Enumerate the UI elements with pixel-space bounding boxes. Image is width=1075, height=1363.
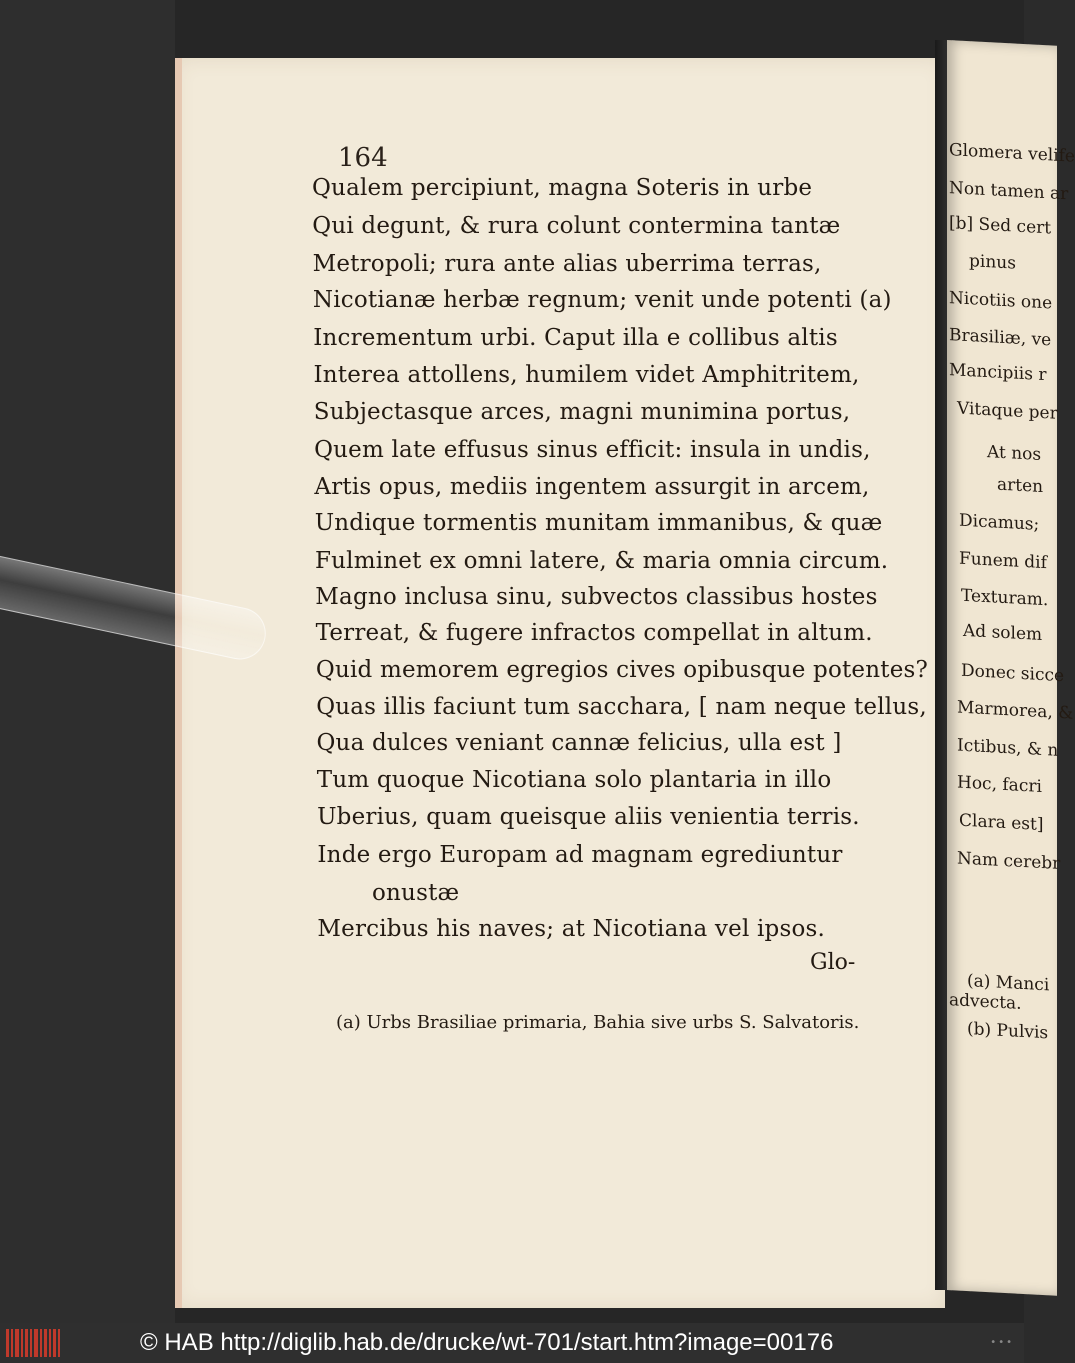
- poem-line: Metropoli; rura ante alias uberrima terras,: [312, 251, 822, 277]
- poem-line: Quid memorem egregios cives opibusque potentes?: [315, 657, 929, 683]
- right-page-line: Donec sicce: [961, 660, 1065, 687]
- poem-line: Incrementum urbi. Caput illa e collibus altis: [313, 325, 838, 351]
- right-page-line: (a) Manci: [967, 971, 1050, 996]
- hab-logo-icon: [6, 1329, 60, 1357]
- poem-line: Tum quoque Nicotiana solo plantaria in illo: [316, 767, 832, 793]
- right-page-line: At nos: [987, 442, 1042, 465]
- more-dots-icon: •••: [990, 1337, 1014, 1348]
- right-page-line: Mancipiis r: [949, 360, 1047, 386]
- poem-line: Interea attollens, humilem videt Amphitritem,: [313, 362, 860, 388]
- poem-line: Uberius, quam queisque aliis venientia terris.: [317, 804, 860, 830]
- poem-line: Qui degunt, & rura colunt contermina tantæ: [312, 213, 841, 239]
- poem-line: Magno inclusa sinu, subvectos classibus hostes: [315, 584, 878, 610]
- right-page-line: arten: [997, 474, 1044, 498]
- poem-line: Fulminet ex omni latere, & maria omnia circum.: [315, 548, 889, 574]
- right-page-line: Non tamen ar: [949, 178, 1069, 205]
- poem-line: Quas illis faciunt tum sacchara, [ nam neque tellus,: [316, 694, 927, 720]
- poem-line: Quem late effusus sinus efficit: insula in undis,: [314, 437, 871, 463]
- right-page-line: (b) Pulvis: [967, 1019, 1049, 1044]
- right-page-line: Nicotiis one: [949, 288, 1053, 314]
- right-page-line: Texturam.: [961, 585, 1049, 611]
- right-page-line: Funem dif: [959, 548, 1047, 574]
- right-page-line: pinus: [969, 251, 1016, 274]
- poem-line: Subjectasque arces, magni munimina portus,: [313, 399, 851, 425]
- page-edge: [175, 58, 182, 1308]
- book-page-left: [175, 58, 945, 1308]
- right-page-line: Nam cerebr: [957, 848, 1061, 874]
- scanner-background: [0, 0, 175, 1323]
- right-page-line: [b] Sed cert: [949, 213, 1052, 239]
- page-number: 164: [338, 143, 388, 173]
- right-page-line: Dicamus;: [959, 510, 1040, 535]
- poem-line: onustæ: [372, 880, 460, 906]
- poem-line: Qua dulces veniant cannæ felicius, ulla est ]: [316, 730, 842, 756]
- right-page-line: Glomera velife: [949, 140, 1075, 167]
- poem-line: Mercibus his naves; at Nicotiana vel ipsos.: [317, 916, 826, 942]
- poem-line: Nicotianæ herbæ regnum; venit unde potenti (a): [312, 287, 892, 313]
- footnote: (a) Urbs Brasiliae primaria, Bahia sive urbs S. Salvatoris.: [336, 1012, 860, 1033]
- right-page-line: Vitaque per: [957, 398, 1058, 424]
- right-page-text: [947, 40, 1075, 1044]
- poem-line: Terreat, & fugere infractos compellat in altum.: [315, 620, 873, 646]
- poem-line: Qualem percipiunt, magna Soteris in urbe: [312, 175, 813, 201]
- copyright-link[interactable]: © HAB http://diglib.hab.de/drucke/wt-701/start.htm?image=00176: [140, 1329, 834, 1356]
- catchword: Glo-: [810, 950, 856, 975]
- poem-line: Undique tormentis munitam immanibus, & quæ: [314, 510, 883, 536]
- right-page-line: Marmorea, &: [957, 697, 1074, 724]
- right-page-line: Ad solem: [963, 620, 1043, 645]
- right-page-line: advecta.: [949, 990, 1022, 1014]
- right-page-line: Ictibus, & n: [957, 735, 1059, 761]
- right-page-line: Clara est]: [959, 810, 1044, 836]
- book-page-right: [947, 40, 1075, 1296]
- viewer-footer: [0, 1323, 1024, 1363]
- poem-line: Inde ergo Europam ad magnam egrediuntur: [317, 842, 843, 868]
- right-page-line: Hoc, facri: [957, 772, 1042, 797]
- poem-line: Artis opus, mediis ingentem assurgit in arcem,: [314, 474, 870, 500]
- right-page-line: Brasiliæ, ve: [949, 325, 1052, 351]
